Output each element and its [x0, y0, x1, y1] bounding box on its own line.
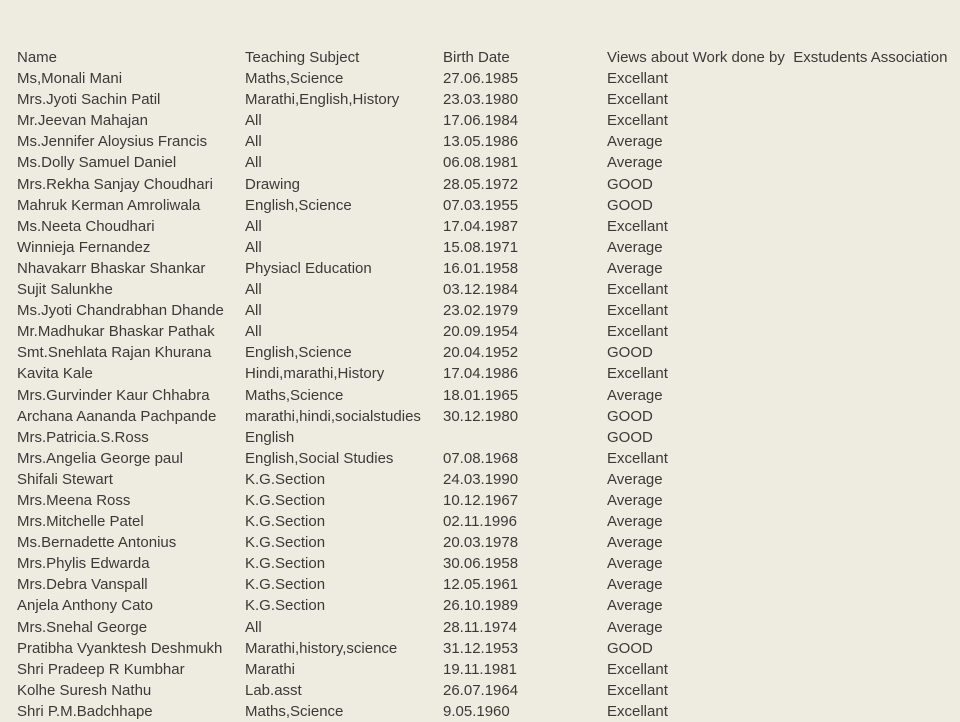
cell-view: Average: [607, 154, 663, 172]
cell-birth-date: 20.04.1952: [443, 344, 519, 362]
cell-view: GOOD: [607, 196, 653, 214]
table-row: [17, 532, 950, 553]
table-row: [17, 174, 950, 195]
table-row: [17, 110, 950, 131]
cell-name: Mrs.Phylis Edwarda: [17, 555, 150, 573]
cell-view: Average: [607, 238, 663, 256]
cell-name: Pratibha Vyanktesh Deshmukh: [17, 639, 223, 657]
cell-view: GOOD: [607, 407, 653, 425]
cell-birth-date: 17.04.1987: [443, 217, 519, 235]
cell-name: Shifali Stewart: [17, 470, 113, 488]
cell-subject: K.G.Section: [245, 470, 326, 488]
cell-subject: Marathi,history,science: [245, 639, 398, 657]
table-row: [17, 617, 950, 638]
cell-birth-date: 23.03.1980: [443, 91, 519, 109]
cell-name: Shri P.M.Badchhape: [17, 702, 153, 720]
table-row: [17, 342, 950, 363]
cell-name: Ms,Monali Mani: [17, 70, 123, 88]
table-row: [17, 152, 950, 173]
cell-birth-date: 06.08.1981: [443, 154, 519, 172]
cell-view: Excellant: [607, 70, 668, 88]
cell-birth-date: 30.06.1958: [443, 555, 519, 573]
teachers-table: [17, 47, 950, 722]
cell-view: Average: [607, 576, 663, 594]
cell-birth-date: 03.12.1984: [443, 281, 519, 299]
table-row: [17, 89, 950, 110]
cell-name: Sujit Salunkhe: [17, 281, 113, 299]
cell-subject: K.G.Section: [245, 491, 326, 509]
cell-name: Ms.Dolly Samuel Daniel: [17, 154, 177, 172]
table-row: [17, 448, 950, 469]
table-row: [17, 363, 950, 384]
cell-subject: English,Social Studies: [245, 449, 394, 467]
table-row: [17, 258, 950, 279]
cell-subject: K.G.Section: [245, 534, 326, 552]
cell-birth-date: 26.07.1964: [443, 681, 519, 699]
cell-view: Average: [607, 259, 663, 277]
cell-name: Mrs.Meena Ross: [17, 491, 131, 509]
cell-view: GOOD: [607, 175, 653, 193]
cell-name: Mrs.Angelia George paul: [17, 449, 183, 467]
cell-subject: All: [245, 112, 262, 130]
table-row: [17, 638, 950, 659]
table-row: [17, 553, 950, 574]
cell-birth-date: 23.02.1979: [443, 302, 519, 320]
cell-subject: All: [245, 238, 262, 256]
cell-name: Ms.Jennifer Aloysius Francis: [17, 133, 208, 151]
cell-birth-date: 13.05.1986: [443, 133, 519, 151]
cell-view: Excellant: [607, 302, 668, 320]
cell-view: Excellant: [607, 681, 668, 699]
table-row: [17, 216, 950, 237]
table-row: [17, 511, 950, 532]
cell-birth-date: 19.11.1981: [443, 660, 517, 678]
cell-birth-date: 24.03.1990: [443, 470, 519, 488]
cell-view: Average: [607, 386, 663, 404]
cell-view: Excellant: [607, 281, 668, 299]
cell-name: Archana Aananda Pachpande: [17, 407, 217, 425]
cell-view: GOOD: [607, 428, 653, 446]
cell-view: Average: [607, 534, 663, 552]
cell-birth-date: 20.09.1954: [443, 323, 519, 341]
cell-subject: K.G.Section: [245, 597, 326, 615]
cell-birth-date: 17.04.1986: [443, 365, 519, 383]
cell-subject: Drawing: [245, 175, 301, 193]
cell-view: Excellant: [607, 702, 668, 720]
cell-name: Ms.Bernadette Antonius: [17, 534, 177, 552]
cell-name: Nhavakarr Bhaskar Shankar: [17, 259, 206, 277]
cell-subject: Physiacl Education: [245, 259, 372, 277]
cell-subject: Hindi,marathi,History: [245, 365, 385, 383]
table-row: [17, 701, 950, 722]
cell-birth-date: 27.06.1985: [443, 70, 519, 88]
column-header-name: Name: [17, 49, 58, 66]
cell-birth-date: 16.01.1958: [443, 259, 519, 277]
table-row: [17, 427, 950, 448]
cell-subject: All: [245, 133, 262, 151]
cell-birth-date: 07.08.1968: [443, 449, 519, 467]
cell-view: Excellant: [607, 449, 668, 467]
cell-name: Mr.Jeevan Mahajan: [17, 112, 148, 130]
table-header-row: [17, 47, 950, 68]
cell-view: Average: [607, 513, 663, 531]
cell-name: Smt.Snehlata Rajan Khurana: [17, 344, 212, 362]
table-row: [17, 68, 950, 89]
cell-name: Mrs.Patricia.S.Ross: [17, 428, 149, 446]
cell-name: Mrs.Debra Vanspall: [17, 576, 148, 594]
cell-subject: All: [245, 217, 262, 235]
cell-name: Ms.Neeta Choudhari: [17, 217, 155, 235]
cell-name: Kavita Kale: [17, 365, 93, 383]
cell-name: Winnieja Fernandez: [17, 238, 151, 256]
cell-name: Mrs.Jyoti Sachin Patil: [17, 91, 161, 109]
table-row: [17, 595, 950, 616]
cell-name: Mrs.Mitchelle Patel: [17, 513, 144, 531]
table-row: [17, 574, 950, 595]
table-row: [17, 680, 950, 701]
cell-subject: K.G.Section: [245, 576, 326, 594]
table-row: [17, 195, 950, 216]
cell-name: Shri Pradeep R Kumbhar: [17, 660, 185, 678]
cell-birth-date: 31.12.1953: [443, 639, 519, 657]
cell-view: Average: [607, 133, 663, 151]
cell-name: Mrs.Snehal George: [17, 618, 148, 636]
table-row: [17, 385, 950, 406]
cell-name: Mrs.Rekha Sanjay Choudhari: [17, 175, 213, 193]
cell-view: Average: [607, 597, 663, 615]
cell-birth-date: 26.10.1989: [443, 597, 519, 615]
cell-name: Ms.Jyoti Chandrabhan Dhande: [17, 302, 224, 320]
cell-name: Mr.Madhukar Bhaskar Pathak: [17, 323, 215, 341]
table-row: [17, 131, 950, 152]
cell-subject: Maths,Science: [245, 702, 344, 720]
cell-birth-date: 07.03.1955: [443, 196, 519, 214]
cell-view: Average: [607, 470, 663, 488]
table-row: [17, 279, 950, 300]
cell-birth-date: 10.12.1967: [443, 491, 519, 509]
cell-view: GOOD: [607, 639, 653, 657]
table-row: [17, 321, 950, 342]
cell-subject: All: [245, 323, 262, 341]
cell-subject: Lab.asst: [245, 681, 302, 699]
cell-birth-date: 18.01.1965: [443, 386, 519, 404]
cell-birth-date: 28.11.1974: [443, 618, 517, 636]
cell-view: Average: [607, 555, 663, 573]
cell-view: Excellant: [607, 660, 668, 678]
cell-subject: marathi,hindi,socialstudies: [245, 407, 421, 425]
cell-birth-date: 12.05.1961: [443, 576, 519, 594]
cell-birth-date: 17.06.1984: [443, 112, 519, 130]
cell-subject: Maths,Science: [245, 70, 344, 88]
cell-subject: K.G.Section: [245, 513, 326, 531]
cell-subject: Maths,Science: [245, 386, 344, 404]
table-row: [17, 490, 950, 511]
cell-subject: English,Science: [245, 344, 352, 362]
cell-view: GOOD: [607, 344, 653, 362]
cell-view: Excellant: [607, 365, 668, 383]
cell-birth-date: 02.11.1996: [443, 513, 517, 531]
cell-subject: English: [245, 428, 295, 446]
cell-view: Excellant: [607, 91, 668, 109]
cell-name: Mahruk Kerman Amroliwala: [17, 196, 201, 214]
cell-birth-date: 15.08.1971: [443, 238, 519, 256]
cell-subject: English,Science: [245, 196, 352, 214]
column-header-subject: Teaching Subject: [245, 49, 360, 66]
table-row: [17, 469, 950, 490]
cell-birth-date: 20.03.1978: [443, 534, 519, 552]
column-header-views: Views about Work done by Exstudents Association: [607, 49, 948, 66]
cell-birth-date: 28.05.1972: [443, 175, 519, 193]
table-row: [17, 659, 950, 680]
cell-birth-date: 9.05.1960: [443, 702, 510, 720]
cell-subject: K.G.Section: [245, 555, 326, 573]
table-row: [17, 237, 950, 258]
cell-subject: Marathi,English,History: [245, 91, 400, 109]
cell-subject: All: [245, 302, 262, 320]
cell-subject: All: [245, 281, 262, 299]
cell-view: Average: [607, 618, 663, 636]
cell-subject: Marathi: [245, 660, 296, 678]
cell-name: Mrs.Gurvinder Kaur Chhabra: [17, 386, 210, 404]
table-row: [17, 406, 950, 427]
column-header-birth-date: Birth Date: [443, 49, 510, 66]
cell-view: Excellant: [607, 217, 668, 235]
cell-view: Excellant: [607, 112, 668, 130]
cell-name: Anjela Anthony Cato: [17, 597, 153, 615]
cell-view: Excellant: [607, 323, 668, 341]
cell-birth-date: [443, 427, 607, 448]
cell-view: Average: [607, 491, 663, 509]
cell-subject: All: [245, 154, 262, 172]
cell-subject: All: [245, 618, 262, 636]
cell-birth-date: 30.12.1980: [443, 407, 519, 425]
table-body: [17, 68, 950, 722]
table-row: [17, 300, 950, 321]
cell-name: Kolhe Suresh Nathu: [17, 681, 152, 699]
